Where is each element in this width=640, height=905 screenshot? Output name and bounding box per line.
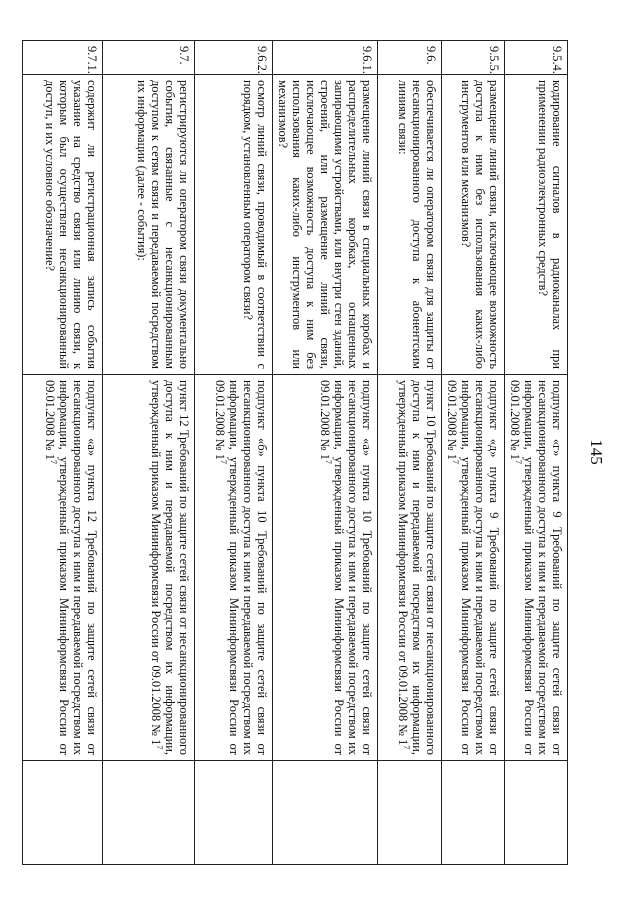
answer-cell xyxy=(378,761,442,865)
answer-cell xyxy=(442,761,505,865)
reference-text: пункт 10 Требований по защите сетей связи от несанкционированного доступа к ним и передаваемой посредством их информации, утвержденный приказом Мининформсвязи России от 09.01.2008 № 1 xyxy=(396,380,438,755)
reference-cell xyxy=(195,375,273,761)
answer-cell xyxy=(505,761,568,865)
reference-text: подпункт «а» пункта 10 Требований по защите сетей связи от несанкционированного доступа к ним и передаваемой посредством их информации, утвержденный приказом Мининформсвязи России от 09.01.2008 № 1 xyxy=(318,380,374,755)
question-cell: осмотр линий связи, проводимый в соответствии с порядком, установленным оператором связи? xyxy=(195,75,273,375)
table-row xyxy=(378,41,442,865)
page-number: 145 xyxy=(587,439,606,465)
footnote-mark: 7 xyxy=(219,459,229,464)
question-cell: регистрируются ли оператором связи документально события, связанные с несанкционированным доступом к сетям связи и передаваемой посредством их информации (далее - события): xyxy=(103,75,195,375)
question-cell: кодирование сигналов в радиоканалах при применении радиоэлектронных средств? xyxy=(505,75,568,375)
footnote-mark: 7 xyxy=(324,459,334,464)
table-row xyxy=(23,41,103,865)
reference-text: пункт 12 Требований по защите сетей связи от несанкционированного доступа к ним и передаваемой посредством их информации, утвержденный приказом Мининформсвязи России от 09.01.2008 № 1 xyxy=(149,380,191,755)
answer-cell xyxy=(23,761,103,865)
question-cell: содержит ли регистрационная запись события указание на средство связи или линию связи, к которым был осуществлен несанкционированный доступ, и их условное обозначение? xyxy=(23,75,103,375)
table-row xyxy=(442,41,505,865)
reference-text: подпункт «д» пункта 9 Требований по защите сетей связи от несанкционированного доступа к ним и передаваемой посредством их информации, утвержденный приказом Мининформсвязи России от 09.01.2008 № 1 xyxy=(445,380,501,755)
table-row xyxy=(103,41,195,865)
row-number: 9.5.5. xyxy=(442,41,505,75)
reference-cell xyxy=(505,375,568,761)
reference-cell xyxy=(378,375,442,761)
table-row xyxy=(505,41,568,865)
table-row xyxy=(195,41,273,865)
answer-cell xyxy=(195,761,273,865)
row-number: 9.6. xyxy=(378,41,442,75)
reference-text: подпункт «б» пункта 10 Требований по защите сетей связи от несанкционированного доступа к ним и передаваемой посредством их информации, утвержденный приказом Мининформсвязи России от 09.01.2008 № 1 xyxy=(213,380,269,755)
reference-cell xyxy=(103,375,195,761)
answer-cell xyxy=(103,761,195,865)
reference-cell xyxy=(23,375,103,761)
row-number: 9.7. xyxy=(103,41,195,75)
reference-cell xyxy=(442,375,505,761)
footnote-mark: 7 xyxy=(451,459,461,464)
requirements-table xyxy=(22,40,568,865)
footnote-mark: 7 xyxy=(49,459,59,464)
answer-cell xyxy=(273,761,378,865)
reference-text: подпункт «а» пункта 12 Требований по защите сетей связи от несанкционированного доступа к ним и передаваемой посредством их информации, утвержденный приказом Мининформсвязи России от 09.01.2008 № 1 xyxy=(43,380,99,755)
question-cell: размещение линий связи, исключающее возможность доступа к ним без использования каких-либо инструментов или механизмов? xyxy=(442,75,505,375)
footnote-mark: 7 xyxy=(402,745,412,750)
row-number: 9.6.2. xyxy=(195,41,273,75)
row-number: 9.6.1. xyxy=(273,41,378,75)
row-number: 9.7.1. xyxy=(23,41,103,75)
question-cell: размещение линий связи в специальных коробах и распределительных коробках, оснащенных запирающими устройствами, или внутри стен зданий, строений, или размещение линий связи, исключающее возможность доступа к ним без использования каких-либо инструментов или механизмов? xyxy=(273,75,378,375)
document-table-area xyxy=(43,40,568,864)
question-cell: обеспечивается ли оператором связи для защиты от несанкционированного доступа к абонентским линиям связи: xyxy=(378,75,442,375)
row-number: 9.5.4. xyxy=(505,41,568,75)
table-row xyxy=(273,41,378,865)
footnote-mark: 7 xyxy=(514,459,524,464)
rotated-table-container xyxy=(43,40,568,864)
reference-text: подпункт «г» пункта 9 Требований по защите сетей связи от несанкционированного доступа к ним и передаваемой посредством их информации, утвержденный приказом Мининформсвязи России от 09.01.2008 № 1 xyxy=(508,380,564,755)
footnote-mark: 7 xyxy=(155,745,165,750)
reference-cell xyxy=(273,375,378,761)
